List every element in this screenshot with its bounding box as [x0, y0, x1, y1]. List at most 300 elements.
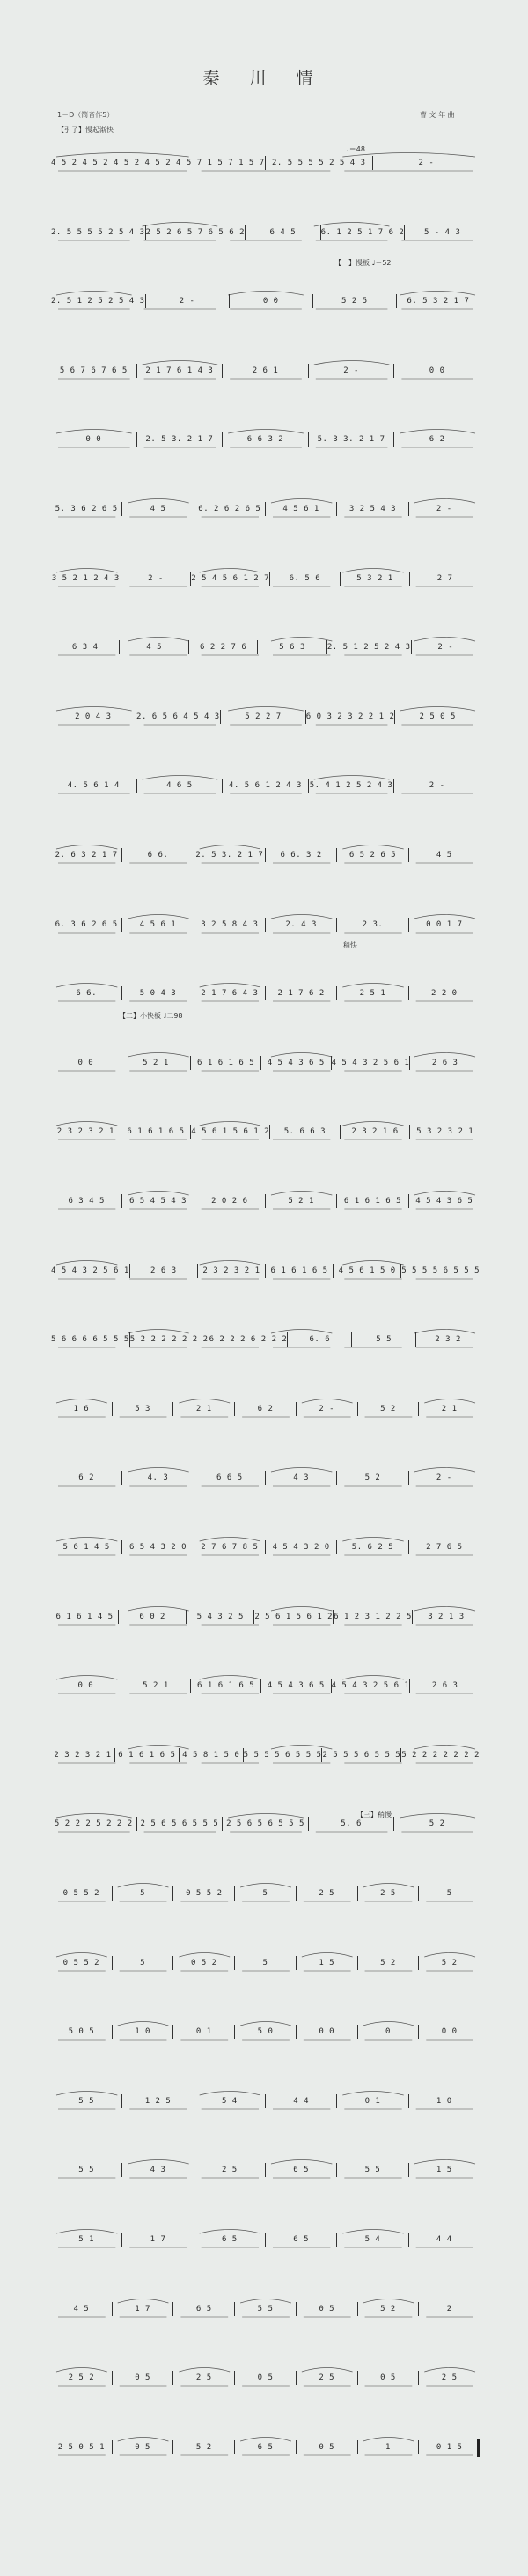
slur	[414, 1192, 475, 1196]
slur	[363, 1884, 414, 1888]
measure: 5 3 2 3 2 1	[416, 1127, 474, 1136]
measure: 5 2 2 2 2 2 2 2	[129, 1335, 209, 1344]
measure: 0 5	[319, 2305, 335, 2314]
slur	[200, 984, 260, 988]
measure: 5 5	[78, 2166, 95, 2174]
slur	[414, 1607, 475, 1612]
slur	[128, 2160, 188, 2165]
measure: 5 0	[257, 2027, 274, 2036]
score-row	[51, 705, 480, 732]
notation-line	[51, 1473, 480, 1485]
measure: 6. 6	[309, 1335, 331, 1344]
slur	[179, 2368, 230, 2373]
measure: 5 2 2 2 5 2 2 2	[54, 1819, 133, 1828]
measure: 0 0	[77, 1681, 94, 1690]
score-row	[51, 428, 480, 454]
measure: 6 0 2	[139, 1613, 165, 1621]
measure: 6. 5 6	[289, 574, 321, 583]
measure: 4 5	[150, 505, 166, 513]
measure: 5 0 5	[68, 2027, 95, 2036]
measure: 6 1 6 1 6 5	[197, 1681, 255, 1690]
measure: 5 2 1	[143, 1681, 169, 1690]
measure: 2 ‐	[319, 1405, 335, 1413]
measure: 1 7	[150, 2235, 166, 2244]
measure: 5	[262, 1959, 268, 1967]
notation-line	[51, 920, 480, 932]
slur	[118, 2022, 169, 2026]
measure: 3 2 5 4 3	[348, 505, 397, 513]
measure: 5 5 5 5 6 5 5 5	[401, 1266, 480, 1275]
measure: 6. 2 6 2 6 5	[198, 505, 261, 513]
slur	[271, 915, 332, 919]
score-row	[51, 151, 480, 178]
slur	[342, 2230, 403, 2234]
slur	[56, 1538, 117, 1542]
score-row	[51, 774, 480, 801]
measure: 2. 4 3	[285, 920, 317, 929]
slur	[200, 569, 260, 573]
slur	[400, 1814, 475, 1819]
score-row	[51, 2366, 480, 2393]
slur	[56, 2230, 117, 2234]
measure: 0 5	[380, 2373, 396, 2382]
page-title: 秦 川 情	[202, 69, 326, 88]
measure: 6 6.	[147, 851, 169, 860]
measure: 2 3.	[362, 920, 384, 929]
score-row	[51, 913, 480, 940]
slur	[56, 984, 117, 988]
measure: 3 2 1 3	[428, 1613, 465, 1621]
slur	[302, 2368, 353, 2373]
score-row	[51, 2020, 480, 2047]
score-row	[51, 359, 480, 386]
measure: 5. 3 6 2 6 5	[55, 505, 118, 513]
measure: 6 5 4 3 2 0	[128, 1543, 187, 1552]
notation-line	[51, 297, 480, 308]
score-row	[51, 1190, 480, 1216]
measure: 6 6.	[76, 989, 97, 998]
slur	[128, 915, 188, 919]
slur	[179, 1953, 230, 1958]
measure: 2. 6 5 6 4 5 4 3	[136, 712, 220, 721]
notation-line	[51, 574, 480, 586]
notation-line	[51, 1613, 480, 1624]
score-row	[51, 1536, 480, 1562]
measure: 2 5 2	[68, 2373, 95, 2382]
notation-line	[51, 366, 480, 378]
slur	[228, 1814, 304, 1819]
measure: 5 6 7 6 7 6 5	[59, 366, 128, 375]
slur	[414, 638, 475, 642]
measure: 0 5	[319, 2443, 335, 2452]
measure: 5	[140, 1959, 146, 1967]
score-row	[51, 221, 480, 247]
slur	[118, 2438, 169, 2442]
slur	[342, 153, 475, 158]
slur	[56, 707, 132, 712]
slur	[56, 1953, 107, 1958]
measure: 2. 5 3. 2 1 7	[145, 435, 214, 444]
notation-line	[51, 1751, 480, 1762]
measure: 2 ‐	[436, 505, 452, 513]
measure: 2 3 2 3 2 1	[54, 1751, 112, 1760]
measure: 2 1	[195, 1405, 212, 1413]
measure: 0 0	[319, 2027, 335, 2036]
score-row	[51, 2090, 480, 2116]
measure: 2 5 0 5 1	[57, 2443, 105, 2452]
score-row	[51, 1052, 480, 1078]
measure: 2. 5 1 2 5 2 4 3	[326, 643, 411, 652]
slur	[363, 2022, 414, 2026]
measure: 2 1 7 6 4 3	[201, 989, 259, 998]
slur	[200, 1261, 260, 1266]
measure: 6 4 5	[269, 228, 297, 237]
notation-line	[51, 1819, 480, 1831]
measure: 6 1 2 3 1 2 2 5	[334, 1613, 412, 1621]
measure: 2 3 2 3 2 1	[202, 1266, 260, 1275]
measure: 2 7	[436, 574, 453, 583]
measure: 2 6 3	[150, 1266, 177, 1275]
slur	[271, 638, 332, 642]
measure: 2 5 4 5 6 1 2 7	[191, 574, 270, 583]
slur	[143, 776, 218, 780]
measure: 5 5	[376, 1335, 392, 1344]
score-row	[51, 1398, 480, 1424]
measure: 2 5	[195, 2373, 212, 2382]
measure: 4 5 6 1 5 0	[338, 1266, 396, 1275]
slur	[314, 776, 390, 780]
notation-line	[51, 435, 480, 447]
slur	[271, 499, 332, 504]
measure: 5 2 1	[288, 1197, 314, 1206]
measure: 6 1 6 1 6 5	[197, 1059, 255, 1067]
measure: 6 2 2 7 6	[199, 643, 247, 652]
slur	[143, 223, 218, 227]
measure: 2 6 3	[431, 1059, 458, 1067]
measure: 5 3 2 1	[356, 574, 393, 583]
measure: 5 5	[364, 2166, 381, 2174]
score-row	[51, 1744, 480, 1770]
measure: 6 1 6 1 6 5	[118, 1751, 176, 1760]
slur	[414, 1330, 475, 1334]
measure: 5 6 3	[279, 643, 305, 652]
measure: 0 1	[364, 2097, 381, 2106]
slur	[200, 1676, 260, 1680]
score-row	[51, 1812, 480, 1839]
measure: 6 6. 3 2	[280, 851, 322, 860]
measure: 6 3 4	[71, 643, 99, 652]
measure: 2 ‐	[179, 297, 195, 306]
slur	[179, 1399, 230, 1404]
measure: 6 1 6 1 6 5	[270, 1266, 328, 1275]
measure: 5. 6	[341, 1819, 362, 1828]
measure: 2 6 3	[431, 1681, 458, 1690]
measure: 2. 5 5 5 5 2 5 4 3	[271, 159, 366, 167]
measure: 2 3 2	[435, 1335, 461, 1344]
slur	[400, 292, 475, 296]
slur	[56, 153, 189, 158]
slur	[128, 499, 188, 504]
measure: 2 0 2 6	[211, 1197, 248, 1206]
measure: 4 5 4 3 6 5	[267, 1681, 325, 1690]
measure: 4 5 4 3 6 5	[415, 1197, 473, 1206]
slur	[342, 1122, 403, 1126]
measure: 5 3	[135, 1405, 150, 1413]
measure: 0 0	[429, 366, 445, 375]
measure: 4 6 5	[166, 781, 193, 790]
slur	[302, 1399, 353, 1404]
measure: 4 5 4 3 2 0	[272, 1543, 330, 1552]
measure: 4 5 2 4 5 2 4 5 2 4 5 2 4 5 7 1 5 7 1 5 7	[51, 159, 265, 167]
slur	[200, 2092, 260, 2096]
slur	[128, 1192, 188, 1196]
score-row	[51, 636, 480, 662]
measure: 6 1 6 1 6 5	[343, 1197, 402, 1206]
slur	[240, 2022, 291, 2026]
measure: 6 5 4 5 4 3	[128, 1197, 187, 1206]
score-row	[51, 1466, 480, 1493]
measure: 0 5 5 2	[186, 1889, 223, 1898]
measure: 2 5 6 1 5 6 1 2	[254, 1613, 334, 1621]
measure: 0 5 2	[191, 1959, 217, 1967]
measure: 2 2 0	[431, 989, 458, 998]
measure: 6 2	[429, 435, 445, 444]
score-row	[51, 1674, 480, 1701]
score-row	[51, 1328, 480, 1354]
notation-line	[51, 2027, 480, 2039]
measure: 0 5 5 2	[62, 1959, 100, 1967]
measure: 2 5	[221, 2166, 238, 2174]
score-row	[51, 2228, 480, 2255]
slur	[271, 1053, 332, 1058]
notation-line	[51, 1543, 480, 1554]
slur	[271, 1468, 332, 1473]
notation-line	[51, 851, 480, 862]
measure: 4 5 6 1 5 6 1 2	[191, 1127, 270, 1136]
measure: 3 2 5 8 4 3	[201, 920, 259, 929]
slur	[240, 2299, 291, 2304]
slur	[271, 1746, 332, 1750]
measure: 1 6	[73, 1405, 90, 1413]
measure: 2 ‐	[343, 366, 359, 375]
section-label-one: 【一】慢板 ♩＝52	[334, 259, 392, 267]
annotation-faster: 稍快	[343, 941, 357, 949]
slur	[118, 2299, 169, 2304]
measure: 2. 5 5 5 5 2 5 4 3	[51, 228, 145, 237]
measure: 2 1 7 6 1 4 3	[145, 366, 214, 375]
slur	[314, 361, 390, 365]
score-row	[51, 1952, 480, 1978]
measure: 5 2 5	[341, 297, 368, 306]
slur	[200, 845, 260, 850]
notation-line	[51, 505, 480, 516]
section-label-three: 【三】稍慢	[356, 1811, 392, 1819]
measure: 6 6 5	[216, 1473, 243, 1482]
measure: 5. 4 1 2 5 2 4 3	[309, 781, 393, 790]
slur	[342, 1261, 403, 1266]
score-row	[51, 1259, 480, 1286]
measure: 6 5	[221, 2235, 238, 2244]
measure: 5	[446, 1889, 452, 1898]
slur	[56, 1122, 117, 1126]
measure: 2. 5 1 2 5 2 5 4 3	[51, 297, 145, 306]
measure: 1	[385, 2443, 391, 2452]
measure: 2 3 2 3 2 1	[56, 1127, 114, 1136]
notation-line	[51, 781, 480, 793]
slur	[128, 1053, 188, 1058]
measure: 5 ‐ 4 3	[423, 228, 461, 237]
slur	[342, 1538, 403, 1542]
section-label-two: 【二】小快板 ♩二98	[119, 1012, 183, 1020]
measure: 4 5 6 1	[139, 920, 177, 929]
slur	[363, 2299, 414, 2304]
measure: 6 2	[257, 1405, 274, 1413]
measure: 2 7 6 5	[426, 1543, 463, 1552]
measure: 0 0	[77, 1059, 94, 1067]
notation-line	[51, 712, 480, 724]
slur	[143, 361, 218, 365]
notation-line	[51, 2097, 480, 2108]
notation-line	[51, 2235, 480, 2247]
measure: 4 4	[436, 2235, 452, 2244]
slur	[342, 845, 403, 850]
slur	[128, 1607, 188, 1612]
slur	[56, 1676, 117, 1680]
measure: 5 2	[380, 1405, 396, 1413]
notation-line	[51, 2305, 480, 2316]
slur	[240, 1884, 291, 1888]
measure: 2 ‐	[436, 1473, 452, 1482]
notation-line	[51, 1405, 480, 1416]
measure: 2 1	[441, 1405, 458, 1413]
slur	[424, 1953, 475, 1958]
notation-line	[51, 1889, 480, 1901]
measure: 0 5 5 2	[62, 1889, 100, 1898]
measure: 4 3	[293, 1473, 310, 1482]
measure: 2 5 2 6 5 7 6 5 6 2	[145, 228, 245, 237]
measure: 4 5 4 3 2 5 6 1	[51, 1266, 129, 1275]
measure: 6 3 4 5	[68, 1197, 105, 1206]
measure: 5 2	[380, 1959, 396, 1967]
measure: 2 3 2 1 6	[351, 1127, 399, 1136]
measure: 2 5	[380, 1889, 396, 1898]
measure: 6 2	[78, 1473, 95, 1482]
measure: 5 6 1 4 5	[62, 1543, 110, 1552]
slur	[424, 2368, 475, 2373]
measure: 6. 1 2 5 1 7 6 2	[320, 228, 405, 237]
slur	[56, 430, 132, 434]
measure: 2 ‐	[148, 574, 164, 583]
slur	[414, 2160, 475, 2165]
slur	[128, 638, 188, 642]
measure: 2. 5 3. 2 1 7	[195, 851, 264, 860]
measure: 5 5	[257, 2305, 274, 2314]
measure: 0 1 5	[436, 2443, 463, 2452]
measure: 5 5 5 5 6 5 5 5	[243, 1751, 322, 1760]
measure: 0 0 1 7	[426, 920, 463, 929]
slur	[271, 1607, 332, 1612]
measure: 5 1	[78, 2235, 95, 2244]
measure: 2 6 1	[252, 366, 279, 375]
measure: 5 0 4 3	[139, 989, 177, 998]
measure: 2 7 6 7 8 5	[201, 1543, 259, 1552]
measure: 6. 5 3 2 1 7	[407, 297, 470, 306]
measure: 5 2 2 7	[245, 712, 282, 721]
slur	[302, 1953, 353, 1958]
measure: 0 5	[135, 2443, 150, 2452]
score-row	[51, 567, 480, 594]
score-row	[51, 844, 480, 870]
notation-line	[51, 2166, 480, 2177]
slur	[414, 1468, 475, 1473]
slur	[342, 984, 403, 988]
measure: 5 2 1	[143, 1059, 169, 1067]
notation-line	[51, 989, 480, 1000]
measure: 0 0	[262, 297, 279, 306]
measure: 6. 3 6 2 6 5	[55, 920, 118, 929]
measure: 0 0	[85, 435, 102, 444]
measure: 2 1 7 6 2	[277, 989, 325, 998]
score-row	[51, 290, 480, 316]
slur	[56, 292, 132, 296]
measure: 5. 6 2 5	[351, 1543, 394, 1552]
measure: 1 7	[135, 2305, 150, 2314]
notation-line	[51, 1959, 480, 1970]
measure: 2 ‐	[429, 781, 445, 790]
measure: 5 2	[429, 1819, 445, 1828]
measure: 2 5 6 5 6 5 5 5	[140, 1819, 219, 1828]
notation-line	[51, 228, 480, 240]
slur	[271, 2160, 332, 2165]
measure: 2 0 4 3	[75, 712, 112, 721]
measure: 0 5	[257, 2373, 274, 2382]
measure: 1 0	[135, 2027, 150, 2036]
slur	[56, 2368, 107, 2373]
notation-line	[51, 1059, 480, 1070]
measure: 5 2	[441, 1959, 458, 1967]
notation-line	[51, 643, 480, 654]
slur	[240, 2438, 291, 2442]
slur	[200, 1122, 260, 1126]
measure: 5	[262, 1889, 268, 1898]
measure: 4 5 4 3 2 5 6 1	[331, 1059, 410, 1067]
measure: 2 ‐	[418, 159, 435, 167]
slur	[56, 1399, 107, 1404]
measure: 5 2	[195, 2443, 212, 2452]
notation-line	[51, 1197, 480, 1208]
measure: 6 2 2 2 6 2 2 2	[209, 1335, 288, 1344]
slur	[228, 430, 304, 434]
measure: 6 1 6 1 6 5	[127, 1127, 185, 1136]
composer-credit: 曹 文 年 曲	[420, 111, 455, 119]
score-row	[51, 498, 480, 524]
notation-line	[51, 1335, 480, 1347]
score-row	[51, 982, 480, 1008]
measure: 5 2	[380, 2305, 396, 2314]
score-row	[51, 1605, 480, 1632]
final-barline	[477, 2439, 480, 2457]
slur	[200, 2230, 260, 2234]
measure: 5. 3 3. 2 1 7	[317, 435, 385, 444]
measure: 1 5	[319, 1959, 335, 1967]
measure: 2 5 1	[359, 989, 386, 998]
slur	[314, 223, 390, 227]
key-signature: 1＝D（筒音作5）	[57, 111, 114, 119]
tempo-mark: ♩＝48	[346, 145, 365, 153]
slur	[400, 430, 475, 434]
slur	[56, 845, 117, 850]
slur	[414, 1053, 475, 1058]
